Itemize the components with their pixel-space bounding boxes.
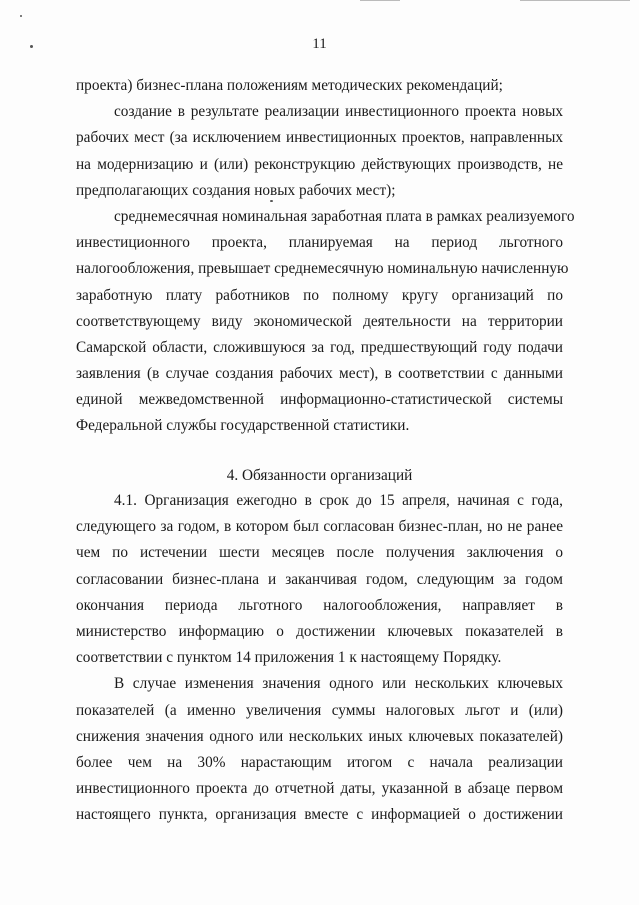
text-line: заработную плату работников по полному кругу организаций по [76, 286, 563, 304]
text-line: на модернизацию и (или) реконструкцию действующих производств, не [76, 155, 563, 173]
text-line: соответствии с пунктом 14 приложения 1 к настоящему Порядку. [76, 649, 502, 667]
text-line: рабочих мест (за исключением инвестиционных проектов, направленных [76, 129, 563, 147]
text-line: Федеральной службы государственной статистики. [76, 417, 410, 435]
text-line: единой межведомственной информационно-статистической системы [76, 391, 563, 409]
text-line: налогообложения, превышает среднемесячную номинальную начисленную [76, 260, 569, 278]
scan-edge-mark [520, 0, 630, 1]
text-line: чем по истечении шести месяцев после получения заключения о [76, 544, 563, 562]
scan-speck [20, 15, 22, 17]
text-line: 4.1. Организация ежегодно в срок до 15 апреля, начиная с года, [114, 492, 563, 509]
text-line: согласовании бизнес-плана и заканчивая годом, следующим за годом [76, 570, 563, 588]
text-line: создание в результате реализации инвестиционного проекта новых [114, 103, 563, 121]
text-block-requirements [76, 73, 575, 440]
scan-edge-mark [360, 0, 400, 1]
page-number: 11 [312, 36, 327, 52]
text-line: окончания периода льготного налогообложения, направляет в [76, 596, 563, 614]
text-line: предполагающих создания новых рабочих мест); [76, 181, 396, 199]
text-line: министерство информацию о достижении ключевых показателей в [76, 622, 563, 640]
text-block-obligations [76, 488, 563, 828]
text-line: следующего за годом, в котором был согласован бизнес-план, но не ранее [76, 518, 563, 536]
text-line: инвестиционного проекта до отчетной даты, указанной в абзаце первом [76, 780, 563, 798]
text-line: снижения значения одного или нескольких иных ключевых показателей) [76, 727, 563, 745]
section-heading: 4. Обязанности организаций [226, 467, 413, 484]
text-line: настоящего пункта, организация вместе с информацией о достижении [76, 806, 563, 824]
text-line: Самарской области, сложившуюся за год, предшествующий году подачи [76, 338, 563, 356]
text-line: заявления (в случае создания рабочих мест), в соответствии с данными [76, 365, 563, 383]
text-line: инвестиционного проекта, планируемая на период льготного [76, 234, 563, 252]
text-line: среднемесячная номинальная заработная плата в рамках реализуемого [114, 207, 575, 225]
text-line: более чем на 30% нарастающим итогом с начала реализации [76, 753, 563, 771]
text-line: соответствующему виду экономической деятельности на территории [76, 312, 563, 330]
text-line: показателей (а именно увеличения суммы налоговых льгот и (или) [76, 701, 563, 719]
text-line: проекта) бизнес-плана положениям методических рекомендаций; [76, 77, 503, 94]
text-line: В случае изменения значения одного или нескольких ключевых [114, 675, 563, 693]
